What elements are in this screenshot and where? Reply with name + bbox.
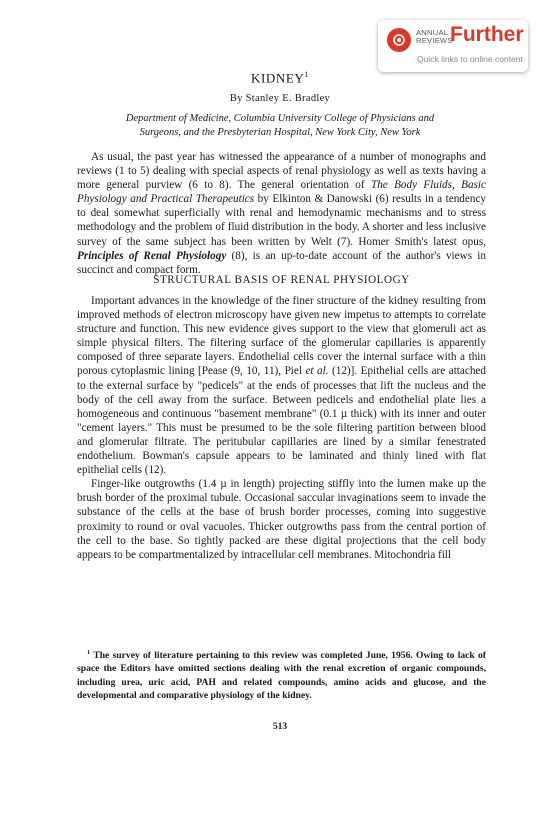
footnote-text: The survey of literature pertaining to this review was completed June, 1956. Owing to lack of space the Editors have omitted sections dealing with the renal excretion of organic compounds, including urea, uric acid, PAH and related compounds, amino acids and glucose, and the developmental and comparative physiology of the kidney.	[77, 650, 486, 701]
intro-section	[77, 150, 486, 277]
footnote-mark: 1	[87, 649, 91, 656]
structural-text-b: (12)]. Epithelial cells are attached to the external surface by "pedicels" at the ends of processes that lift the nucleus and the body of the cell away from the surface. Between pedicels and endothelial plate lies a homogeneous and continuous "basement membrane" (0.1 µ thick) with its inner and outer "cement layers." This must be presumed to be the sole filtering partition between blood and glomerular filtrate. The peritubular capillaries are lined by a similar fenestrated endothelium. Bowman's capsule appears to be laminated and thinly lined with flat epithelial cells (12).	[77, 365, 486, 477]
section-heading: STRUCTURAL BASIS OF RENAL PHYSIOLOGY	[153, 274, 410, 286]
annual-reviews-logo-icon	[387, 28, 411, 52]
title-footnote-mark: 1	[304, 70, 310, 79]
article-author: By Stanley E. Bradley	[229, 93, 331, 104]
badge-reviews-label: REVIEWS	[416, 36, 453, 45]
cited-book-title-2: Principles of Renal Physiology	[77, 249, 227, 262]
badge-brand-text	[416, 29, 453, 45]
page-number: 513	[272, 722, 288, 732]
intro-paragraph	[77, 150, 486, 277]
affiliation-line-1: Department of Medicine, Columbia University College of Physicians and	[125, 113, 435, 124]
footnote-paragraph	[77, 646, 486, 702]
structural-text-a: Important advances in the knowledge of the finer structure of the kidney resulting from improved methods of electron microscopy have given new impetus to attempts to correlate structure and function. This new evidence gives support to the view that glomeruli act as simple physical filters. The filtering surface of the glomerular capillaries is apparently composed of three separate layers. Endothelial cells cover the internal surface with a thin porous cytoplasmic lining [Pease (9, 10, 11), Piel	[77, 295, 486, 378]
footnote	[77, 646, 486, 702]
article-affiliation	[0, 112, 560, 139]
et-al-text: et al.	[305, 365, 329, 378]
structural-paragraph-1	[77, 294, 486, 477]
badge-further-label: Further	[450, 23, 524, 46]
intro-text-a: As usual, the past year has witnessed the appearance of a number of monographs and reviews (1 to 5) dealing with special aspects of renal physiology as well as texts having a more general purview (6 to 8). The general orientation of	[77, 151, 486, 192]
article-title	[0, 70, 560, 86]
affiliation-line-2: Surgeons, and the Presbyterian Hospital, New York City, New York	[139, 126, 421, 138]
badge-annual-label: ANNUAL	[416, 28, 449, 37]
structural-section	[77, 294, 486, 562]
intro-text-c: (8), is an up-to-date account of the author's views in succinct and compact form.	[77, 249, 486, 276]
intro-text-b: by Elkinton & Danowski (6) results in a tendency to deal somewhat superficially with renal and hemodynamic mechanisms and to stress methodology and the problem of fluid distribution in the body. A shorter and less inclusive survey of the same subject has been written by Welt (7). Homer Smith's latest opus,	[77, 193, 487, 248]
article-title-text: KIDNEY	[250, 70, 305, 86]
annual-reviews-further-badge[interactable]	[378, 20, 528, 72]
structural-paragraph-2: Finger-like outgrowths (1.4 µ in length) projecting stiffly into the lumen make up the brush border of the proximal tubule. Occasional saccular invaginations seem to invade the substance of the cells at the base of brush border processes, coming into suggestive proximity to round or oval vacuoles. Thicker outgrowths pass from the central portion of the cell to the base. So tightly packed are these digital projections that the cell body appears to be compartmentalized by intracellular cell membranes. Mitochondria fill	[77, 478, 486, 561]
badge-quick-links-label: Quick links to online content	[417, 54, 523, 64]
cited-book-title-1: The Body Fluids, Basic Physiology and Practical Therapeutics	[77, 179, 486, 206]
